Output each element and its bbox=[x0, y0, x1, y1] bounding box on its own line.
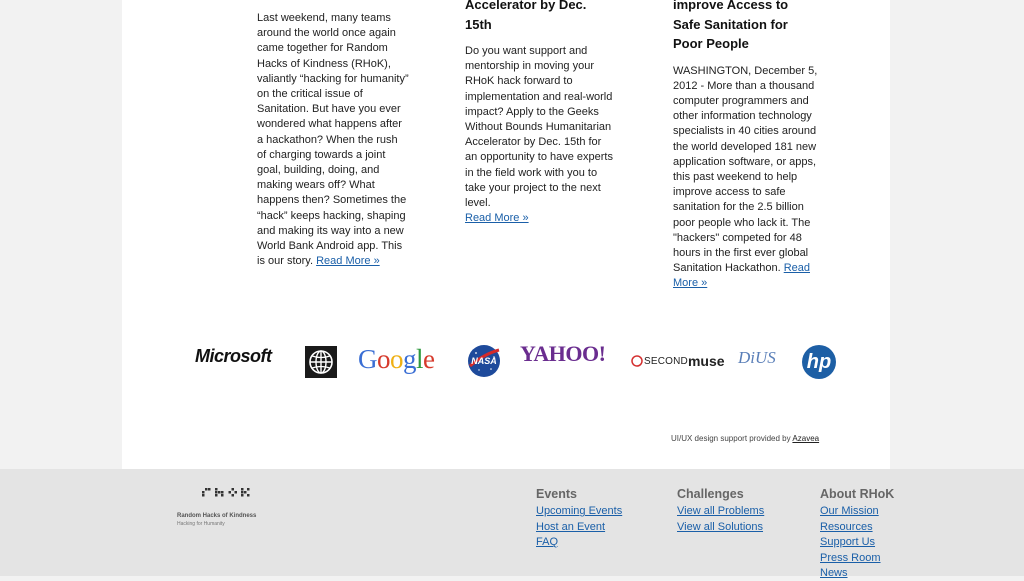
microsoft-logo[interactable]: Microsoft bbox=[195, 346, 272, 366]
view-all-solutions-link[interactable]: View all Solutions bbox=[677, 520, 764, 533]
rhok-brand-name: Random Hacks of Kindness bbox=[177, 513, 257, 519]
footer-column-challenges bbox=[677, 487, 764, 535]
article-1-body: Last weekend, many teams around the world once again came together for Random Hacks of Kindness (RHoK), valiantly “hacking for humanity” on the critical issue of Sanitation. But have you ever wondered what happens after a hackathon? When the rush of charging towards a joint goal, building, doing, and making wears off? What happens then? Sometimes the “hack” keeps hacking, shaping and making its way into a new World Bank Android app. This is our story. bbox=[257, 12, 409, 268]
dius-logo[interactable]: DiUS bbox=[738, 348, 776, 367]
article-3-read-more-link[interactable]: Read More » bbox=[673, 262, 810, 290]
article-1 bbox=[257, 11, 409, 269]
article-3-title[interactable]: improve Access to Safe Sanitation for Poor People bbox=[673, 0, 789, 51]
azavea-link[interactable]: Azavea bbox=[792, 434, 820, 443]
world-bank-logo[interactable] bbox=[305, 346, 337, 378]
secondmuse-circle-icon bbox=[631, 355, 643, 367]
secondmuse-logo[interactable] bbox=[631, 353, 725, 369]
rhok-logo[interactable] bbox=[177, 487, 277, 509]
footer-heading-about: About RHoK bbox=[820, 487, 895, 501]
design-credit-text: UI/UX design support provided by bbox=[671, 434, 793, 443]
nasa-logo-text: NASA bbox=[471, 356, 497, 366]
google-logo[interactable] bbox=[358, 344, 435, 375]
rhok-brand-tagline: Hacking for Humanity bbox=[177, 521, 225, 527]
support-us-link[interactable]: Support Us bbox=[820, 536, 876, 549]
nasa-meatball-icon bbox=[467, 344, 501, 378]
our-mission-link[interactable]: Our Mission bbox=[820, 505, 879, 518]
resources-link[interactable]: Resources bbox=[820, 520, 873, 533]
globe-icon bbox=[305, 346, 337, 378]
article-2-body: Do you want support and mentorship in moving your RHoK hack forward to implementation and real-world impact? Apply to the Geeks Without Bounds Humanitarian Accelerator by Dec. 15th for an opportunity to have experts in the field work with you to take your project to the next level. bbox=[465, 45, 613, 210]
article-2-title[interactable]: Accelerator by Dec. 15th bbox=[465, 0, 587, 32]
press-room-link[interactable]: Press Room bbox=[820, 551, 881, 564]
footer-heading-challenges: Challenges bbox=[677, 487, 744, 501]
faq-link[interactable]: FAQ bbox=[536, 536, 559, 549]
upcoming-events-link[interactable]: Upcoming Events bbox=[536, 505, 623, 518]
footer-column-about bbox=[820, 487, 894, 581]
secondmuse-logo-text-b: muse bbox=[687, 353, 725, 369]
footer-heading-events: Events bbox=[536, 487, 577, 501]
article-3-body: WASHINGTON, December 5, 2012 - More than a thousand computer programmers and other information technology specialists in 40 cities around the world developed 181 new application software, or apps, this past weekend to help improve access to safe sanitation for the 2.5 billion poor people who lack it. The "hackers" competed for 48 hours in the first ever global Sanitation Hackathon. bbox=[673, 64, 818, 275]
article-2-read-more-link[interactable]: Read More » bbox=[465, 212, 529, 225]
yahoo-logo[interactable]: YAHOO! bbox=[520, 341, 606, 366]
sponsor-logos bbox=[190, 340, 850, 385]
article-3 bbox=[673, 0, 818, 292]
article-1-read-more-link[interactable]: Read More » bbox=[316, 255, 380, 268]
news-link[interactable]: News bbox=[820, 567, 848, 580]
footer-column-events bbox=[536, 487, 622, 551]
nasa-logo[interactable] bbox=[467, 344, 501, 378]
google-logo-text: Google bbox=[358, 344, 435, 374]
view-all-problems-link[interactable]: View all Problems bbox=[677, 505, 765, 518]
design-credit bbox=[671, 434, 819, 443]
hp-logo[interactable]: hp bbox=[802, 345, 836, 379]
host-an-event-link[interactable]: Host an Event bbox=[536, 520, 606, 533]
article-2 bbox=[465, 0, 615, 226]
secondmuse-logo-text-a: SECOND bbox=[644, 355, 688, 367]
